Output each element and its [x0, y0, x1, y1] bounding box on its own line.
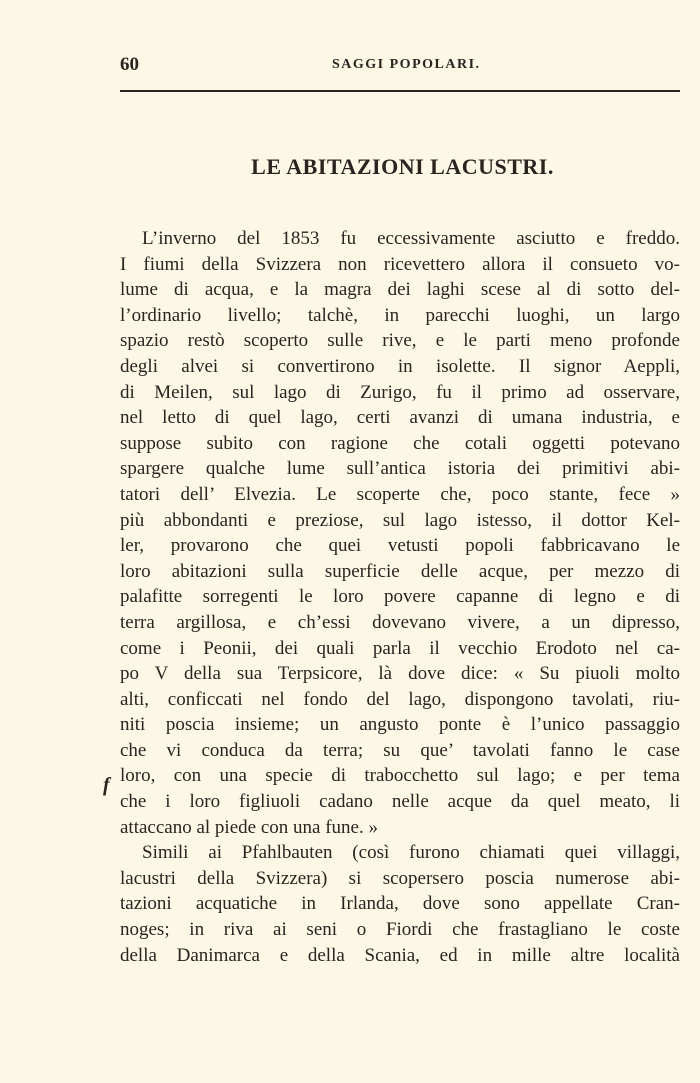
text-line: degli alvei si convertirono in isolette. Il signor Aeppli,: [120, 355, 680, 377]
text-line: palafitte sorregenti le loro povere capanne di legno e di: [120, 586, 680, 608]
text-line: della Danimarca e della Scania, ed in mille altre località: [120, 944, 680, 966]
text-line: lacustri della Svizzera) si scopersero poscia numerose abi-: [120, 867, 680, 889]
body-text: [120, 226, 680, 968]
text-line: spazio restò scoperto sulle rive, e le parti meno profonde: [120, 330, 680, 352]
text-line: terra argillosa, e ch’essi dovevano vivere, a un dipresso,: [120, 611, 680, 633]
text-line: alti, conficcati nel fondo del lago, dispongono tavolati, riu-: [120, 688, 680, 710]
page-header: [120, 54, 680, 78]
chapter-title: LE ABITAZIONI LACUSTRI.: [251, 154, 554, 179]
text-line: L’inverno del 1853 fu eccessivamente asciutto e freddo.: [142, 228, 680, 249]
text-line: loro, con una specie di trabocchetto sul lago; e per tema: [120, 765, 680, 787]
text-line: lume di acqua, e la magra dei laghi scese al di sotto del-: [120, 279, 680, 301]
text-line: ler, provarono che quei vetusti popoli fabbricavano le: [120, 535, 680, 557]
text-line: nel letto di quel lago, certi avanzi di umana industria, e: [120, 407, 680, 429]
header-rule: [120, 90, 680, 92]
text-line: po V della sua Terpsicore, là dove dice: « Su piuoli molto: [120, 663, 680, 685]
text-line: di Meilen, sul lago di Zurigo, fu il primo ad osservare,: [120, 381, 680, 403]
text-line: come i Peonii, dei quali parla il vecchio Erodoto nel ca-: [120, 637, 680, 659]
text-line: che vi conduca da terra; su que’ tavolati fanno le case: [120, 739, 680, 761]
text-line: noges; in riva ai seni o Fiordi che frastagliano le coste: [120, 919, 680, 941]
text-line: tatori dell’ Elvezia. Le scoperte che, poco stante, fece »: [120, 483, 680, 505]
text-line: tazioni acquatiche in Irlanda, dove sono appellate Cran-: [120, 893, 680, 915]
text-line: loro abitazioni sulla superficie delle acque, per mezzo di: [120, 560, 680, 582]
text-line: più abbondanti e preziose, sul lago istesso, il dottor Kel-: [120, 509, 680, 531]
text-line: I fiumi della Svizzera non ricevettero allora il consueto vo-: [120, 253, 680, 275]
text-line: spargere qualche lume sull’antica istoria dei primitivi abi-: [120, 458, 680, 480]
text-line: l’ordinario livello; talchè, in parecchi luoghi, un largo: [120, 304, 680, 326]
margin-mark: f: [103, 774, 110, 796]
page-number: 60: [120, 54, 139, 75]
text-line: suppose subito con ragione che cotali oggetti potevano: [120, 432, 680, 454]
text-line: che i loro figliuoli cadano nelle acque da quel meato, li: [120, 791, 680, 813]
running-head: SAGGI POPOLARI.: [332, 57, 481, 72]
text-line: niti poscia insieme; un angusto ponte è l’unico passaggio: [120, 714, 680, 736]
text-line: attaccano al piede con una fune. »: [120, 816, 378, 838]
text-line: Simili ai Pfahlbauten (così furono chiamati quei villaggi,: [142, 842, 680, 864]
